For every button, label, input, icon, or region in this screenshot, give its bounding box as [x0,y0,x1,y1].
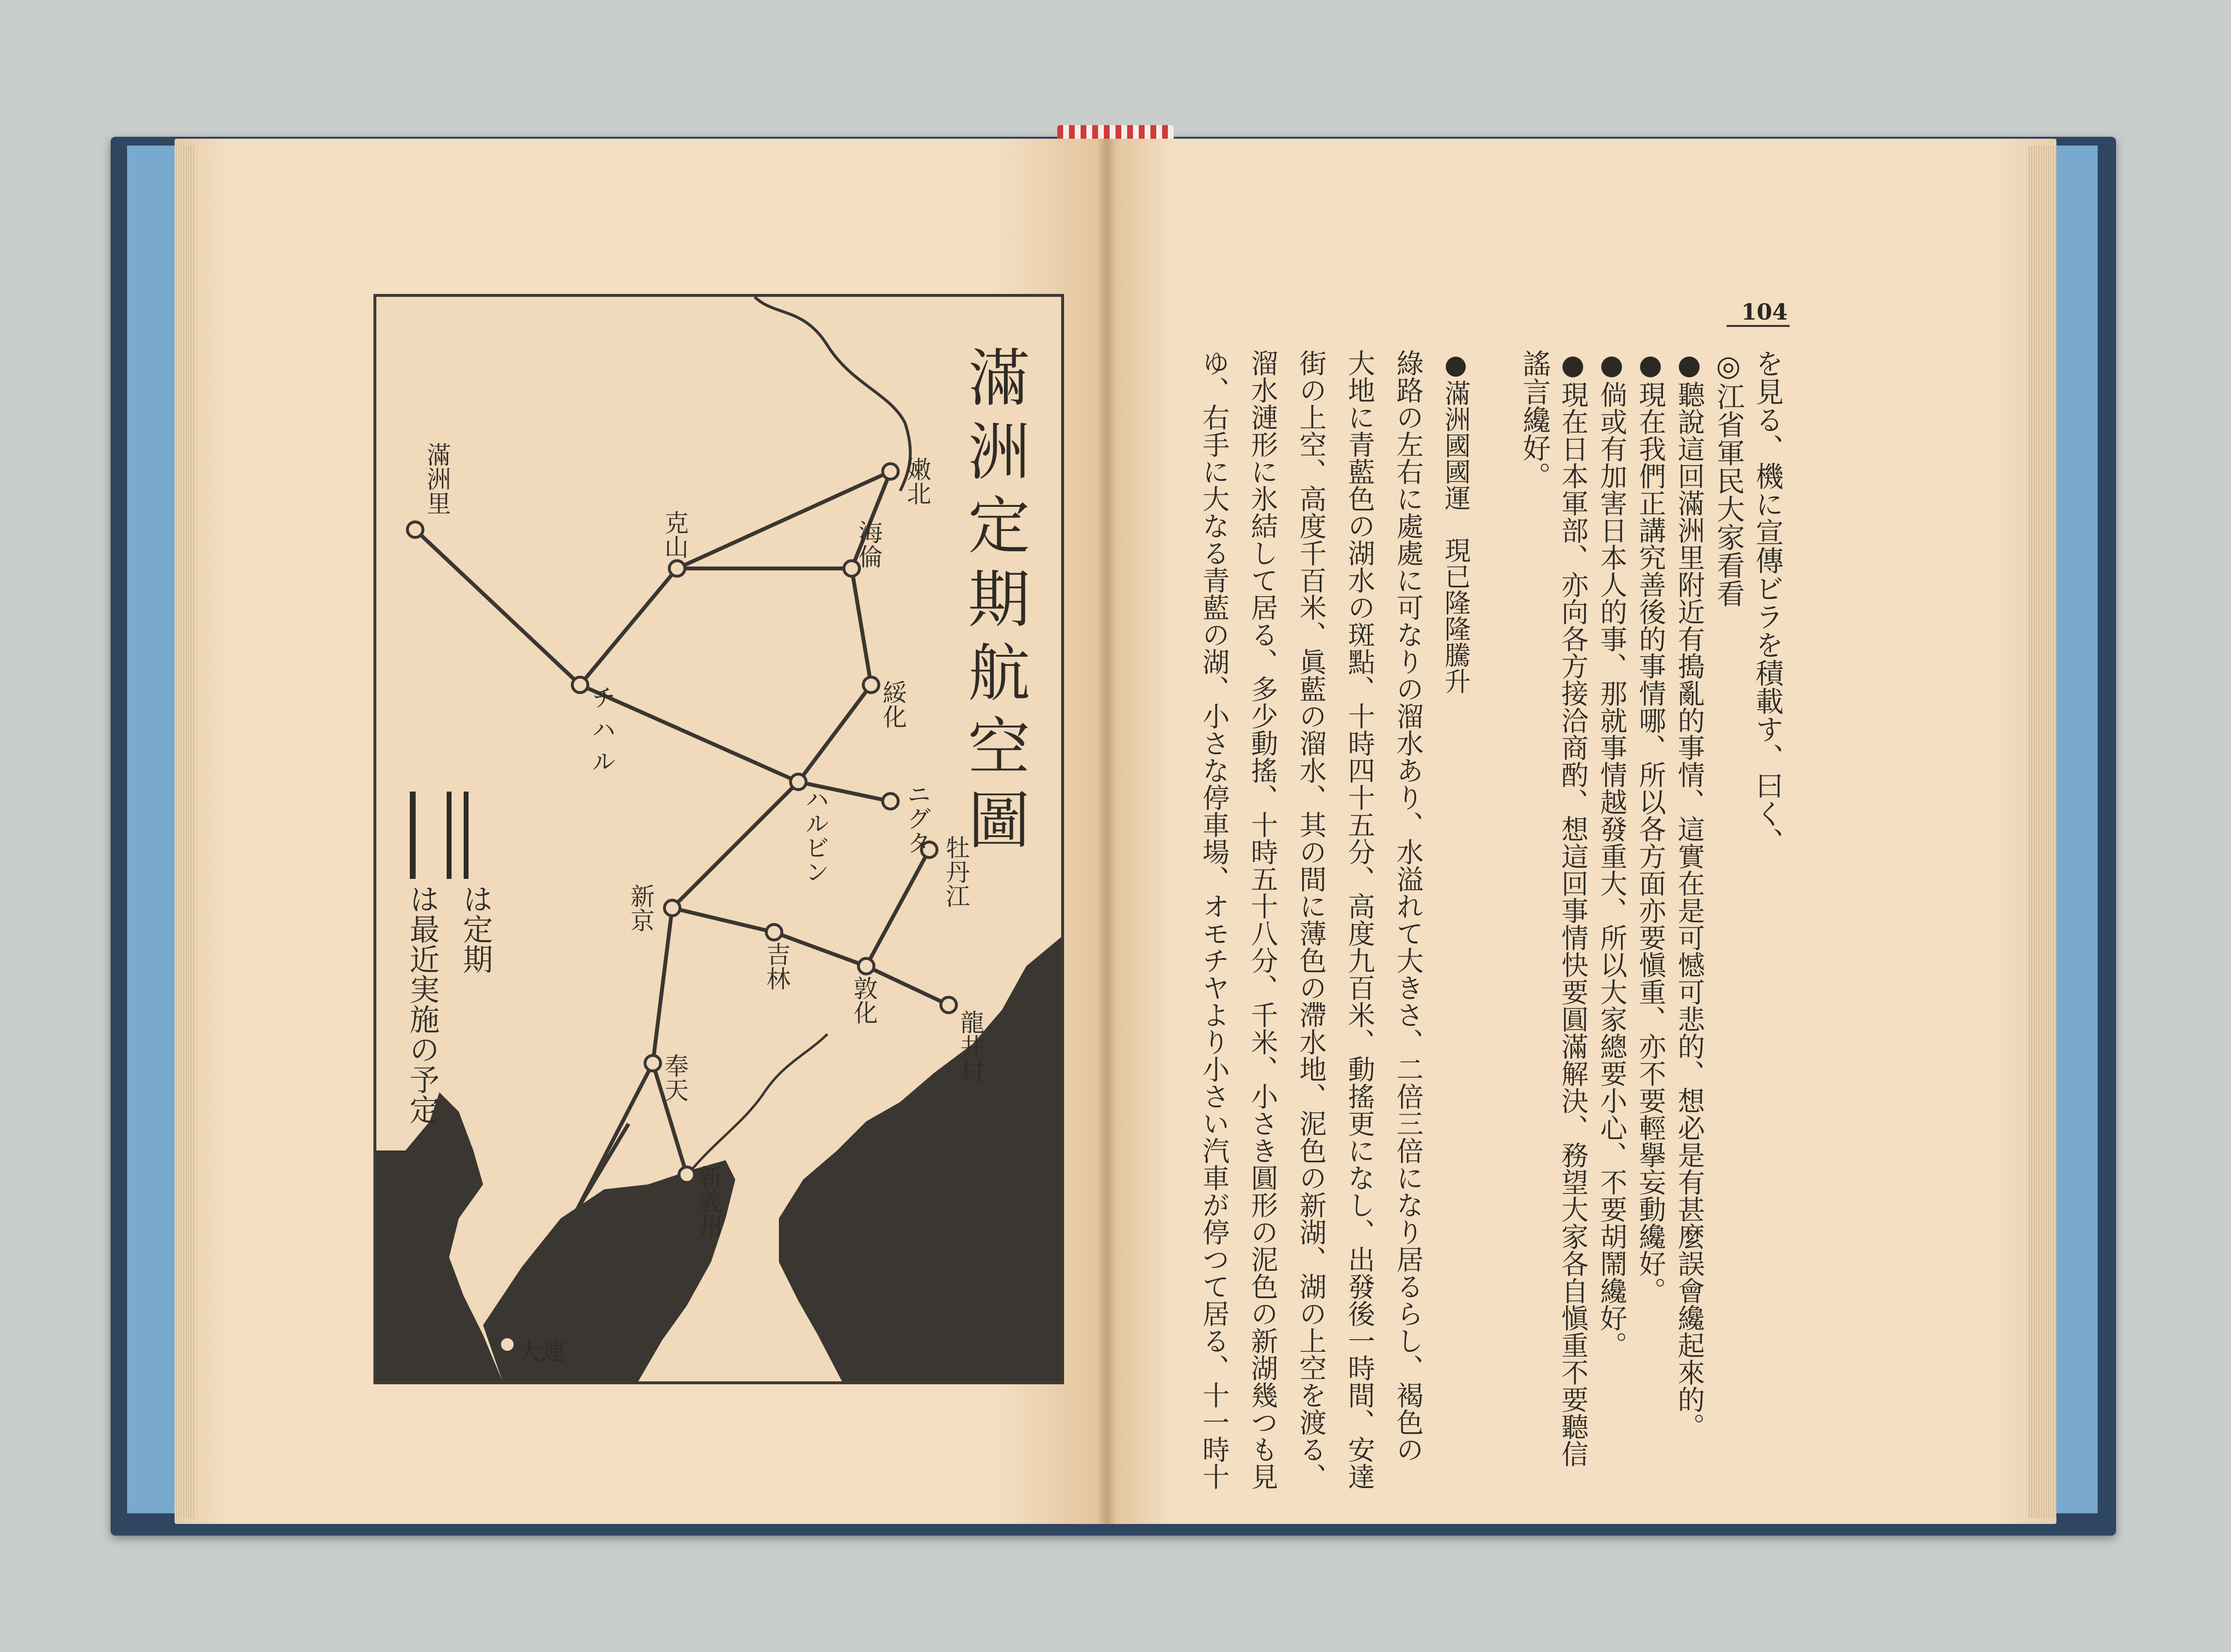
city-nigta: ニグタ [903,782,931,855]
text-line-12: 溜水漣形に氷結して居る、多少動搖、十時五十八分、千米、小さき圓形の泥色の新湖幾つも見 [1246,349,1278,1490]
text-line-5: ●倘或有加害日本人的事、那就事情越發重大、所以大家總要小心、不要胡鬧纔好。 [1596,349,1628,1359]
coast-line [692,1034,827,1170]
city-longjingcun: 龍井村 [956,1010,985,1083]
legend-scheduled: は定期 [458,884,493,974]
sea-right [779,937,1061,1381]
text-line-13: ゆ、右手に大なる青藍の湖、小さな停車場、オモチヤより小さい汽車が停つて居る、十一時十 [1198,349,1230,1490]
city-xinyizhou: 新義州 [695,1165,723,1238]
legend-planned: は最近実施の予定 [404,884,440,1124]
left-page-edges [175,146,194,1518]
page-number: 104 [1741,299,1788,325]
map-title: 滿洲定期航空圖 [957,345,1030,861]
text-line-8: ●滿洲國國運 現已隆隆騰升 [1440,349,1471,694]
city-jilin: 吉林 [762,942,791,990]
page-number-rule [1727,325,1790,327]
text-line-2: ◎江省軍民大家看看 [1712,349,1745,607]
city-hailar: 海倫 [855,520,883,568]
text-line-4: ●現在我們正講究善後的事情哪、所以各方面亦要愼重、亦不要輕擧妄動纔好。 [1634,349,1666,1304]
city-xinjing: 新京 [627,884,655,932]
book-gutter [1097,139,1116,1524]
air-route-map [373,294,1064,1384]
city-keshan: 克山 [661,510,689,559]
city-harbin: ハルビン [801,787,829,884]
city-dunhua: 敦化 [850,976,878,1024]
text-line-1: を見る、機に宣傳ビラを積載す、曰く、 [1750,349,1784,856]
city-suihua: 綏化 [879,680,907,729]
legend-lines [413,792,466,879]
right-page-edges [2027,146,2056,1518]
text-line-9: 綠路の左右に處處に可なりの溜水あり、水溢れて大きさ、二倍三倍になり居るらし、褐色の [1392,349,1424,1463]
city-fengtian: 奉天 [661,1053,689,1102]
text-line-3: ●聽說這回滿洲里附近有搗亂的事情、這實在是可憾可悲的、想必是有甚麼誤會纔起來的。 [1673,349,1705,1440]
text-line-6: ●現在日本軍部、亦向各方接洽商酌、想這回事情快要圓滿解決、務望大家各自愼重不要聽信 [1557,349,1589,1467]
sea-left [376,1092,502,1381]
border-line [755,297,910,491]
text-line-7: 謠言纔好。 [1518,349,1551,490]
text-line-11: 街の上空、高度千百米、眞藍の溜水、其の間に薄色の滯水地、泥色の新湖、湖の上空を渡る、 [1295,349,1327,1490]
city-manchuria: 滿洲里 [423,442,451,515]
city-qiqihar: チ ハ ル [588,685,616,773]
city-mudanjiang: 牡丹江 [942,835,970,908]
city-dalian: 大連 [517,1338,566,1366]
city-nenjiang: 嫩北 [903,457,931,505]
text-line-10: 大地に青藍色の湖水の斑點、十時四十五分、高度九百米、動搖更になし、出發後一時間、安達 [1343,349,1375,1490]
